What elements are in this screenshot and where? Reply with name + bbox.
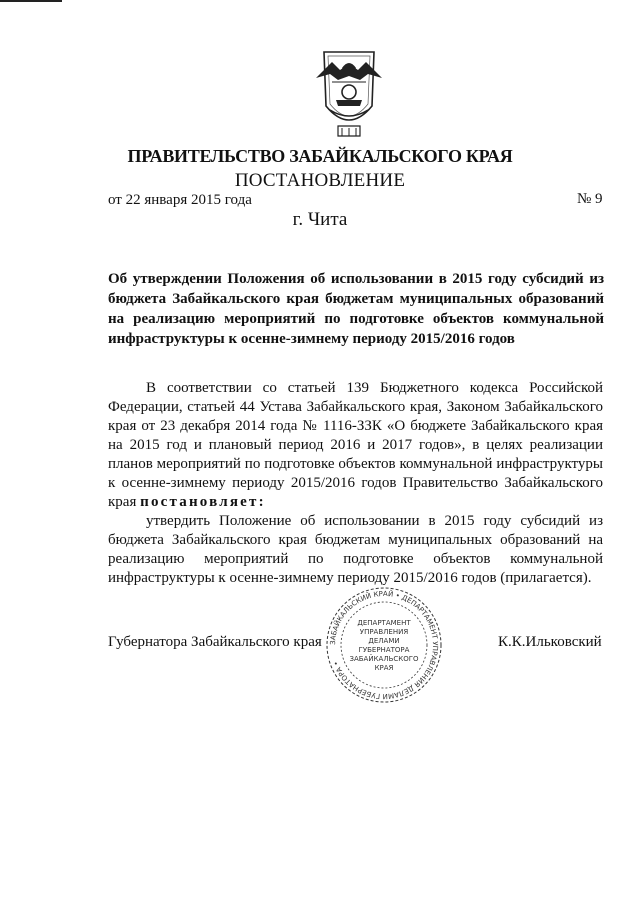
stamp-seal-icon: [324, 585, 444, 705]
stamp-line: КРАЯ: [374, 664, 394, 672]
stamp-outer-text: ЗАБАЙКАЛЬСКИЙ КРАЙ • ДЕПАРТАМЕНТ УПРАВЛЕНИЯ ДЕЛАМИ ГУБЕРНАТОРА •: [328, 589, 440, 701]
document-date: от 22 января 2015 года: [108, 192, 252, 208]
government-name: ПРАВИТЕЛЬСТВО ЗАБАЙКАЛЬСКОГО КРАЯ: [127, 146, 513, 166]
coat-of-arms-emblem: [312, 48, 386, 142]
stamp-line: ДЕЛАМИ: [368, 637, 400, 645]
document-subject: Об утверждении Положения об использовании в 2015 году субсидий из бюджета Забайкальского края бюджетам муниципальных образований на реализацию мероприятий по подготовке объектов коммунальной инфраструктуры к осенне-зимнему периоду 2015/2016 годов: [108, 271, 604, 347]
stamp-line: ЗАБАЙКАЛЬСКОГО: [349, 655, 419, 663]
document-city: г. Чита: [292, 209, 348, 230]
document-number: № 9: [577, 191, 603, 207]
top-edge-line: [0, 0, 62, 2]
resolution-paragraph: утвердить Положение об использовании в 2015 году субсидий из бюджета Забайкальского края бюджетам муниципальных образований на реализацию мероприятий по подготовке объектов коммунальной инфраструктуры к осенне-зимнему периоду 2015/2016 годов (прилагается).: [108, 513, 603, 586]
preamble-text: В соответствии со статьей 139 Бюджетного кодекса Российской Федерации, статьей 44 Устава Забайкальского края, Законом Забайкальского края от 23 декабря 2014 года № 1116-ЗЗК «О бюджете Забайкальского края на 2015 год и плановый период 2016 и 2017 годов», в целях реализации планов мероприятий по подготовке объектов коммунальной инфраструктуры к осенне-зимнему периоду 2015/2016 годов Правительство Забайкальского края: [108, 380, 603, 510]
document-type: ПОСТАНОВЛЕНИЕ: [234, 170, 406, 191]
preamble-paragraph: [108, 379, 603, 512]
official-stamp: [324, 585, 444, 705]
coat-of-arms-icon: [312, 48, 386, 142]
signer-title: Губернатора Забайкальского края: [108, 634, 322, 650]
resolves-word: постановляет:: [140, 494, 266, 510]
signer-name: К.К.Ильковский: [498, 634, 602, 650]
stamp-line: ДЕПАРТАМЕНТ: [357, 619, 411, 627]
stamp-line: УПРАВЛЕНИЯ: [359, 628, 409, 636]
stamp-line: ГУБЕРНАТОРА: [358, 646, 410, 654]
